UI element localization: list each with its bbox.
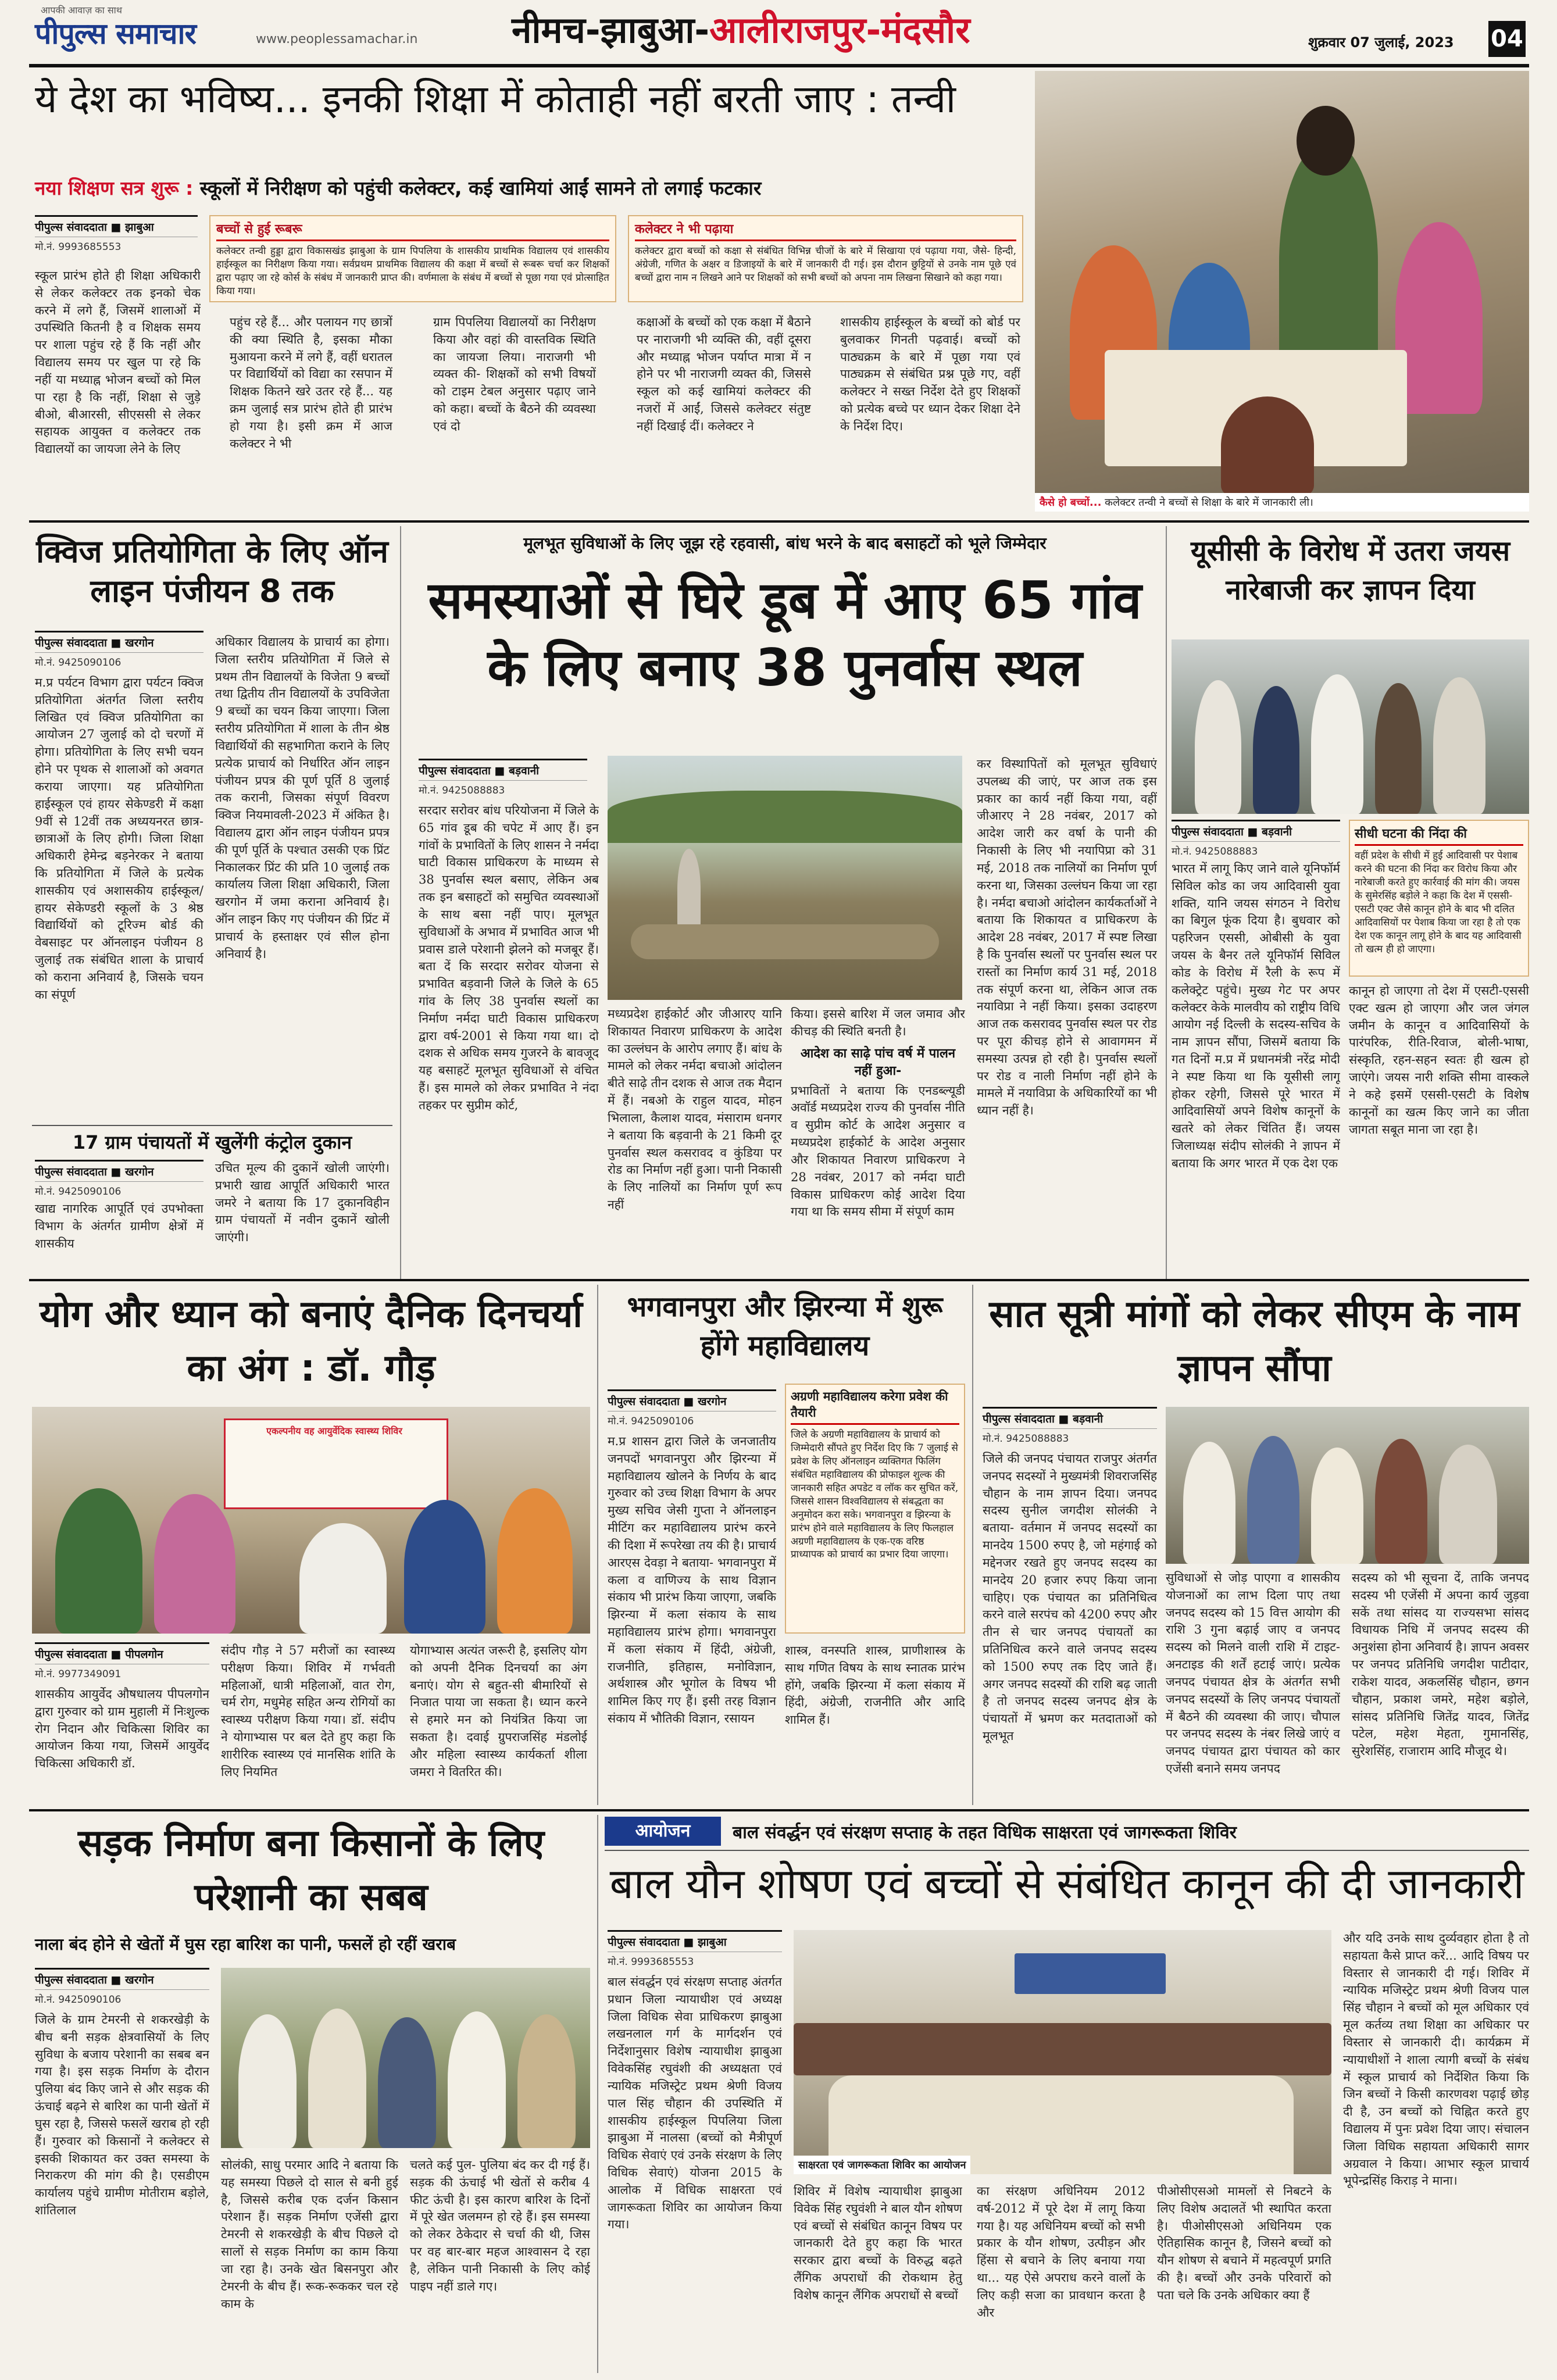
masthead: [0, 0, 1557, 61]
logo-tagline: आपकी आवाज़ का साथ: [41, 5, 123, 16]
story8-col1: जिले के ग्राम टेमरनी से शकरखेड़ी के बीच बनी सड़क क्षेत्रवासियों के लिए सुविधा के बजाय परेशानी का सबब बन गया है। इस सड़क निर्माण के दौरान पुलिया बंद किए जाने से और सड़क की ऊंचाई बढ़ने से बारिश का पानी खेतों में घुस रहा है, जिससे फसलें खराब हो रही हैं। गुरुवार को किसानों ने कलेक्टर से इसकी शिकायत कर उक्त समस्या के निराकरण की मांग की है। एसडीएम कार्यालय पहुंचे ग्रामीण मोतीराम बड़ोले, शांतिलाल: [35, 2013, 209, 2217]
story5-col1: शासकीय आयुर्वेद औषधालय पीपलगोन द्वारा गुरुवार को ग्राम मुहाली में निःशुल्क रोग निदान और चिकित्सा शिविर का आयोजन किया गया, जिसमें आयुर्वेद चिकित्सा अधिकारी डॉ.: [35, 1687, 209, 1771]
story9-col4: पीओसीएसओ मामलों से निबटने के लिए विशेष अदालतें भी स्थापित करता है। पीओसीएसओ अधिनियम एक ऐतिहासिक कानून है, जिसने बच्चों को यौन शोषण से बचाने में महत्वपूर्ण प्रगति की है। बच्चों और उनके परिवारों को पता चले कि उनके अधिकार क्या हैं: [1157, 2184, 1331, 2302]
story1-box2: [628, 215, 1023, 302]
story8-col3: चलते कई पुल- पुलिया बंद कर दी गई हैं। सड़क की ऊंचाई भी खेतों से करीब 4 फीट ऊंची है। इस कारण बारिश के दिनों में पूरे खेत जलमग्न हो रहे हैं। इस समस्या को लेकर ठेकेदार से चर्चा की थी, जिस पर वह बार-बार महज आश्वासन दे रहा है, लेकिन पानी निकासी के लिए कोई पाइप नहीं डाले गए।: [410, 2158, 590, 2293]
story1-caption-text: कलेक्टर तन्वी ने बच्चों से शिक्षा के बारे में जानकारी ली।: [1105, 496, 1313, 509]
story8-col2: सोलंकी, साधु परमार आदि ने बताया कि यह समस्या पिछले दो साल से बनी हुई है, जिससे करीब एक दर्जन किसान परेशान हैं। सड़क निर्माण एजेंसी द्वारा टेमरनी से शकरखेड़ी के बीच पिछले दो सालों से सड़क निर्माण का काम किया जा रहा है। उनके खेत बिसनपुरा और टेमरनी के बीच हैं। रूक-रूककर चल रहे काम के: [221, 2158, 398, 2311]
story7-col2: सुविधाओं से जोड़ पाएगा व शासकीय योजनाओं का लाभ दिला पाए तथा जनपद सदस्य को 15 वित्त आयोग की राशि 3 गुना बढ़ाई जाए व जनपद सदस्य को मिलने वाली राशि में टाइट-अनटाइड की शर्तें हटाई जाएं। प्रत्येक जनपद पंचायत क्षेत्र के अंतर्गत सभी जनपद सदस्यों के लिए जनपद पंचायतों में बैठने की व्यवस्था की जाए। चौपाल पर जनपद सदस्य के नंबर लिखे जाएं व जनपद पंचायत द्वारा पंचायत को कार एजेंसी बनाने समय जनपद: [1166, 1571, 1340, 1775]
divider-row3-b: [972, 1285, 973, 1805]
story1-box2-text: कलेक्टर द्वारा बच्चों को कक्षा से संबंधित विभिन्न चीजों के बारे में सिखाया एवं पढ़ाया गया, जैसे- हिन्दी, अंग्रेजी, गणित के अक्षर व डिजाइयों के बारे में जानकारी दी गई। इस दौरान छुट्टियों से उनके नाम पूछे एवं बच्चों द्वारा नाम न लिखने आने पर शिक्षकों को सभी बच्चों को अपना नाम लिखना सिखाने को कहा गया।: [635, 245, 1016, 284]
story8-photo: [221, 1968, 590, 2148]
story8-byline: पीपुल्स संवाददाता ■ खरगोन: [35, 1968, 209, 1990]
story6-col2: शास्त्र, वनस्पति शास्त्र, प्राणीशास्त्र के साथ गणित विषय के साथ स्नातक प्रारंभ होंगे, जबकि झिरन्या में कला संकाय में हिंदी, अंग्रेजी, राजनीति और आदि शामिल हैं।: [785, 1643, 965, 1727]
story7-byline-block: [983, 1407, 1157, 1445]
story3-byline: पीपुल्स संवाददाता ■ बड़वानी: [419, 759, 587, 781]
story3-kicker: मूलभूत सुविधाओं के लिए जूझ रहे रहवासी, बांध भरने के बाद बसाहटों को भूले जिम्मेदार: [523, 534, 1047, 553]
story1-col2: पहुंच रहे हैं... और पलायन गए छात्रों की क्या स्थिति है, इसका मौका मुआयना करने में लगे हैं, वहीं धरातल पर विद्यार्थियों को विद्या का रसपान में शिक्षक कितने खरे उतर रहे हैं... यह क्रम जुलाई सत्र प्रारंभ होते ही प्रारंभ हो गया है। इसी क्रम में आज कलेक्टर ने भी: [230, 315, 392, 451]
story9-col1: बाल संवर्द्धन एवं संरक्षण सप्ताह अंतर्गत प्रधान जिला न्यायाधीश एवं अध्यक्ष जिला विधिक सेवा प्राधिकरण झाबुआ लखनलाल गर्ग के मार्गदर्शन एवं निर्देशानुसार विशेष न्यायाधीश झाबुआ विवेकसिंह रघुवंशी की अध्यक्षता एवं न्यायिक मजिस्ट्रेट प्रथम श्रेणी विजय पाल सिंह चौहान की उपस्थिति में शासकीय हाईस्कूल पिपलिया जिला झाबुआ में नालसा (बच्चों को मैत्रीपूर्ण विधिक सेवाएं एवं उनके संरक्षण के लिए विधिक सेवाएं) योजना 2015 के आलोक में विधिक साक्षरता एवं जागरूकता शिविर का आयोजन किया गया।: [608, 1975, 782, 2232]
story7-byline: पीपुल्स संवाददाता ■ बड़वानी: [983, 1407, 1157, 1429]
story5-col2: संदीप गौड़ ने 57 मरीजों का स्वास्थ्य परीक्षण किया। शिविर में गर्भवती महिलाओं, धात्री महिलाओं, वात रोग, चर्म रोग, मधुमेह सहित अन्य रोगियों का स्वास्थ्य परीक्षण किया गया। डॉ. संदीप ने योगाभ्यास पर बल देते हुए कहा कि शारीरिक स्वास्थ्य एवं मानसिक शांति के लिए नियमित: [221, 1643, 395, 1779]
logo: पीपुल्स समाचार: [35, 17, 196, 51]
story9-kicker: बाल संवर्द्धन एवं संरक्षण सप्ताह के तहत विधिक साक्षरता एवं जागरूकता शिविर: [733, 1822, 1237, 1843]
edition-title: [512, 5, 970, 53]
story1-col4: कक्षाओं के बच्चों को एक कक्षा में बैठाने पर नाराजगी भी व्यक्ति की, वहीं दूसरा और मध्याह्न भोजन पर्याप्त मात्रा में न होने पर भी नाराजगी व्यक्त की, जिससे स्कूल को कई खामियां कलेक्टर की नजरों में आईं, जिससे कलेक्टर संतुष्ट नहीं दिखाई दीं। कलेक्टर ने: [637, 315, 811, 433]
story4-box: [1349, 820, 1529, 977]
story1-col5: शासकीय हाईस्कूल के बच्चों को बोर्ड पर बुलवाकर गिनती पढ़वाई। बच्चों को पाठ्यक्रम के बारे में पूछा गया एवं पाठ्यक्रम से संबंधित प्रश्न पूछे गए, वहीं कलेक्टर ने सख्त निर्देश देते हुए शिक्षकों को प्रत्येक बच्चे पर ध्यान देकर शिक्षा देने के निर्देश दिए।: [840, 315, 1020, 433]
story3-col3: किया। इससे बारिश में जल जमाव और कीचड़ की स्थिति बनती है।: [791, 1007, 965, 1038]
story4-mobile: मो.नं. 9425088883: [1172, 846, 1258, 857]
story5-headline: योग और ध्यान को बनाएं दैनिक दिनचर्या का अंग : डॉ. गौड़: [40, 1293, 583, 1390]
story6-byline-block: [608, 1389, 776, 1427]
masthead-rule: [29, 64, 1529, 67]
story2-mobile: मो.नं. 9425090106: [35, 657, 122, 669]
story4-col2: कानून हो जाएगा तो देश में एसटी-एससी एक्ट खत्म हो जाएगा और जल जंगल जमीन के कानून व आदिवासियों के पारंपरिक, रीति-रिवाज, बोली-भाषा, संस्कृति, रहन-सहन स्वतः ही खत्म हो जाएंगे। जयस नारी शक्ति सीमा वास्कले ने कहे इसमें एससी-एसटी के विशेष कानूनों का खत्म किए जाने का जीता जागता सबूत माना जा रहा है।: [1349, 984, 1529, 1137]
story7-headline: सात सूत्री मांगों को लेकर सीएम के नाम ज्ञापन सौंपा: [989, 1293, 1520, 1390]
rule-row1: [29, 520, 1529, 523]
story1-box2-title: कलेक्टर ने भी पढ़ाया: [635, 220, 1016, 241]
story9-byline: पीपुल्स संवाददाता ■ झाबुआ: [608, 1930, 782, 1952]
story3-photo: [608, 756, 962, 1000]
story5-mobile: मो.नं. 9977349091: [35, 1668, 122, 1680]
story1-box1: [209, 215, 616, 302]
story6-byline: पीपुल्स संवाददाता ■ खरगोन: [608, 1389, 776, 1411]
story9-byline-block: [608, 1930, 782, 1968]
page-number: 04: [1488, 21, 1526, 57]
story8-mobile: मो.नं. 9425090106: [35, 1994, 122, 2006]
story7-mobile: मो.नं. 9425088883: [983, 1433, 1069, 1445]
story2b-mobile: मो.नं. 9425090106: [35, 1186, 122, 1198]
story9-photo-caption: साक्षरता एवं जागरूकता शिविर का आयोजन: [794, 2156, 970, 2174]
story7-photo: [1166, 1407, 1529, 1564]
issue-date: शुक्रवार 07 जुलाई, 2023: [1308, 34, 1454, 51]
story3-col3-block: [791, 1006, 965, 1267]
story4-byline: पीपुल्स संवाददाता ■ बड़वानी: [1172, 820, 1340, 842]
divider-row3-a: [597, 1285, 598, 1805]
story8-subhead: नाला बंद होने से खेतों में घुस रहा बारिश का पानी, फसलें हो रहीं खराब: [35, 1935, 456, 1954]
rule-row2: [29, 1279, 1529, 1281]
story9-rule: [605, 1850, 1529, 1851]
story3-col3b: प्रभावितों ने बताया कि एनडब्ल्यूडी अवॉर्ड मध्यप्रदेश राज्य की पुनर्वास नीति व सुप्रीम कोर्ट के आदेश अनुसार व मध्यप्रदेश हाईकोर्ट के आदेश अनुसार और शिकायत निवारण प्राधिकरण ने 28 नवंबर, 2017 को नर्मदा घाटी विकास प्राधिकरण कोई आदेश दिया गया था कि समय सीमा में संपूर्ण काम: [791, 1083, 965, 1219]
story1-subhead: स्कूलों में निरीक्षण को पहुंची कलेक्टर, कई खामियां आईं सामने तो लगाई फटकार: [199, 177, 762, 199]
story5-byline-block: [35, 1642, 209, 1680]
story1-box1-title: बच्चों से हुई रूबरू: [216, 220, 609, 241]
story1-col3: ग्राम पिपलिया विद्यालयों का निरीक्षण किया और वहां की वास्तविक स्थिति का जायजा लिया। नाराजगी भी व्यक्त की- शिक्षकों को सभी विषयों को टाइम टेबल अनुसार पढ़ाए जाने को कहा। बच्चों के बैठने की व्यवस्था एवं दो: [433, 315, 596, 433]
story3-subhead: आदेश का साढ़े पांच वर्ष में पालन नहीं हुआ-: [800, 1046, 956, 1078]
story2b-col1: खाद्य नागरिक आपूर्ति एवं उपभोक्ता विभाग के अंतर्गत ग्रामीण क्षेत्रों में शासकीय: [35, 1202, 203, 1250]
story7-col1: जिले की जनपद पंचायत राजपुर अंतर्गत जनपद सदस्यों ने मुख्यमंत्री शिवराजसिंह चौहान के नाम ज्ञापन दिया। जनपद सदस्य सुनील जगदीश सोलंकी ने बताया- वर्तमान में जनपद सदस्यों का मानदेय 1500 रुपए है, जो महंगाई को मद्देनजर रखते हुए जनपद सदस्य का मानदेय 20 हजार रुपए किया जाना चाहिए। एक पंचायत का प्रतिनिधित्व करने वाले सरपंच को 4200 रुपए और तीन से चार जनपद पंचायतों का प्रतिनिधित्व करने वाले जनपद सदस्य को 1500 रुपए तक दिए जाते हैं। अगर जनपद सदस्यों की राशि बढ़ जाती है तो जनपद सदस्य जनपद क्षेत्र के पंचायतों में भ्रमण कर मतदाताओं को मूलभूत: [983, 1452, 1157, 1743]
story1-subhead-row: [35, 174, 1023, 201]
story3-col2: मध्यप्रदेश हाईकोर्ट और जीआरए यानि शिकायत निवारण प्राधिकरण के आदेश का उल्लंघन के आरोप लगाए हैं। बांध के मामले को लेकर नर्मदा बचाओ आंदोलन बीते साढ़े तीन दशक से आज तक मैदान में हैं। नबओ के राहुल यादव, मोहन भिलाला, कैलाश यादव, मंसाराम धनगर ने बताया कि बड़वानी के 21 किमी दूर पुनर्वास स्थल कसरावद व कुंडिया पर रोड का निर्माण नहीं हुआ। पानी निकासी के लिए नालियों का निर्माण पूर्ण रूप नहीं: [608, 1007, 782, 1212]
story1-caption-red: कैसे हो बच्चों...: [1040, 496, 1102, 509]
story2-col2: अधिकार विद्यालय के प्राचार्य का होगा। जिला स्तरीय प्रतियोगिता में जिले से प्रथम तीन विद्यालयों के विजेता 9 बच्चों तथा द्वितीय तीन विद्यालयों के उपविजेता 9 बच्चों का चयन किया जाएगा। जिला स्तरीय प्रतियोगिता में शाला के तीन श्रेष्ठ विद्यार्थियों की सहभागिता कराने के लिए प्रत्येक प्राचार्य को निर्धारित ऑन लाइन पंजीयन प्रपत्र की पूर्ण पूर्ति 8 जुलाई तक करानी, जिसका संपूर्ण विवरण क्विज नियमावली-2023 में अंकित है। विद्यालय द्वारा ऑन लाइन पंजीयन प्रपत्र की पूर्ण पूर्ति के पश्चात उसकी एक प्रिंट निकालकर प्रिंट की प्रति 10 जुलाई तक कार्यालय जिला शिक्षा अधिकारी, जिला खरगोन में जमा कराना अनिवार्य है। ऑन लाइन किए गए पंजीयन की प्रिंट में प्राचार्य के हस्ताक्षर एवं सील होना अनिवार्य है।: [215, 635, 390, 961]
story4-byline-block: [1172, 820, 1340, 857]
rule-story2b: [32, 1125, 392, 1126]
story1-byline-block: [35, 215, 198, 253]
story2b-byline-block: [35, 1160, 203, 1198]
story7-col3: सदस्य को भी सूचना दें, ताकि जनपद सदस्य भी एजेंसी में अपना कार्य जुड़वा सकें तथा सांसद या राज्यसभा सांसद विधायक निधि में जनपद सदस्य की अनुशंसा होना अनिवार्य है। ज्ञापन अवसर पर जनपद प्रतिनिधि जगदीश पाटीदार, राकेश यादव, अकलसिंह चौहान, छगन चौहान, प्रकाश जमरे, महेश बड़ोले, सांसद प्रतिनिधि जितेंद्र यादव, जितेंद्र पटेल, महेश मेहता, गुमानसिंह, सुरेशसिंह, राजाराम आदि मौजूद थे।: [1352, 1571, 1529, 1759]
story2b-byline: पीपुल्स संवाददाता ■ खरगोन: [35, 1160, 203, 1182]
story9-col5: और यदि उनके साथ दुर्व्यवहार होता है तो सहायता कैसे प्राप्त करें... आदि विषय पर विस्तार से जानकारी दी गई। शिविर में न्यायिक मजिस्ट्रेट प्रथम श्रेणी विजय पाल सिंह चौहान ने बच्चों को मूल अधिकार एवं मूल कर्तव्य तथा शिक्षा का अधिकार पर विस्तार से जानकारी दी। कार्यक्रम में न्यायाधीशों ने शाला त्यागी बच्चों के संबंध में स्कूल प्राचार्य को निर्देशित किया कि जिन बच्चों ने किसी कारणवश पढ़ाई छोड़ दी है, उन बच्चों को चिह्नित करते हुए विद्यालय में पुनः प्रवेश दिया जाए। संचालन जिला विधिक सहायता अधिकारी सागर अग्रवाल ने किया। आभार स्कूल प्राचार्य भूपेन्द्रसिंह किराड़ ने माना।: [1343, 1931, 1529, 2188]
story8-headline: सड़क निर्माण बना किसानों के लिए परेशानी का सबब: [77, 1822, 545, 1919]
story2-headline: क्विज प्रतियोगिता के लिए ऑन लाइन पंजीयन 8 तक: [36, 533, 388, 609]
story6-box-text: जिले के अग्रणी महाविद्यालय के प्राचार्य को जिम्मेदारी सौंपते हुए निर्देश दिए कि 7 जुलाई से प्रवेश के लिए ऑनलाइन व्यक्तिगत फिलिंग संबंधित महाविद्यालय की प्रोफाइल शुल्क की जानकारी सहित अपडेट व लॉक कर सुचित करें, जिससे शासन विश्वविद्यालय से संबद्धता का अनुमोदन करा सके। भगवानपुरा व झिरन्या के प्रारंभ होने वाले महाविद्यालय के लिए फिलहाल अग्रणी महाविद्यालय के एक-एक वरिष्ठ प्राध्यापक को प्राचार्य का प्रभार दिया जाएगा।: [791, 1429, 959, 1561]
story4-photo: [1172, 639, 1529, 814]
story9-mobile: मो.नं. 9993685553: [608, 1956, 694, 1968]
story1-kicker: नया शिक्षण सत्र शुरू :: [35, 177, 194, 199]
story8-byline-block: [35, 1968, 209, 2006]
divider-row2-b: [1166, 526, 1167, 1279]
story9-col2: शिविर में विशेष न्यायाधीश झाबुआ विवेक सिंह रघुवंशी ने बाल यौन शोषण एवं बच्चों से संबंधित कानून विषय पर जानकारी देते हुए कहा कि भारत सरकार द्वारा बच्चों के विरुद्ध बढ़ते लैंगिक अपराधों की रोकथाम हेतु विशेष कानून लैंगिक अपराधों से बच्चों: [794, 2184, 962, 2302]
story9-headline: बाल यौन शोषण एवं बच्चों से संबंधित कानून की दी जानकारी: [609, 1859, 1524, 1908]
story6-box: [785, 1384, 965, 1634]
divider-row4: [597, 1815, 598, 2373]
story3-headline: समस्याओं से घिरे डूब में आए 65 गांव के लिए बनाए 38 पुनर्वास स्थल: [428, 570, 1142, 698]
story1-headline: ये देश का भविष्य... इनकी शिक्षा में कोताही नहीं बरती जाए : तन्वी: [35, 77, 956, 121]
story5-col3: योगाभ्यास अत्यंत जरूरी है, इसलिए योग को अपनी दैनिक दिनचर्या का अंग बनाएं। योग से बहुत-सी बीमारियों से निजात पाया जा सकता है। ध्यान करने से हमारे मन को नियंत्रित किया जा सकता है। दवाई ग्रुपराजसिंह मंडलोई और महिला स्वास्थ्य कार्यकर्ता शीला जमरा ने वितरित की।: [410, 1643, 587, 1779]
story6-col1: म.प्र शासन द्वारा जिले के जनजातीय जनपदों भगवानपुरा और झिरन्या में महाविद्यालय खोलने के निर्णय के बाद गुरुवार को उच्च शिक्षा विभाग के अपर मुख्य सचिव जेसी गुप्ता ने ऑनलाइन मीटिंग कर महाविद्यालय प्रारंभ करने की दिशा में रूपरेखा तय की है। प्राचार्य आरएस देवड़ा ने बताया- भगवानपुरा में कला व वाणिज्य के साथ विज्ञान संकाय भी प्रारंभ किया जाएगा, जबकि झिरन्या में कला संकाय के साथ महाविद्यालय प्रारंभ होगा। भगवानपुरा में कला संकाय में हिंदी, अंग्रेजी, राजनीति, इतिहास, मनोविज्ञान, अर्थशास्त्र और भूगोल के विषय भी शामिल किए गए हैं। इसी तरह विज्ञान संकाय में भौतिकी विज्ञान, रसायन: [608, 1434, 776, 1725]
story5-photo: [32, 1407, 590, 1634]
story1-byline: पीपुल्स संवाददाता ■ झाबुआ: [35, 215, 198, 237]
story9-photo: [794, 1930, 1331, 2174]
story1-box1-text: कलेक्टर तन्वी हुड्डा द्वारा विकासखंड झाबुआ के ग्राम पिपलिया के शासकीय प्राथमिक विद्यालय एवं शासकीय हाईस्कूल का निरीक्षण किया गया। सर्वप्रथम प्राथमिक विद्यालय की कक्षा में बच्चों से रूबरू चर्चा कर शिक्षकों द्वारा पढ़ाए जा रहे कोर्स के संबंध में जानकारी प्राप्त की। वर्णमाला के संबंध में बच्चों से पूछा गया एवं प्रोत्साहित किया गया।: [216, 245, 609, 297]
story3-byline-block: [419, 759, 587, 796]
story2b-col2: उचित मूल्य की दुकानें खोली जाएंगी। प्रभारी खाद्य आपूर्ति अधिकारी भारत जमरे ने बताया कि 17 दुकानविहीन ग्राम पंचायतों में नवीन दुकानें खोली जाएंगी।: [215, 1161, 390, 1245]
story1-mobile: मो.नं. 9993685553: [35, 241, 122, 253]
story4-headline: यूसीसी के विरोध में उतरा जयस नारेबाजी कर ज्ञापन दिया: [1190, 535, 1510, 607]
divider-row2-a: [400, 526, 401, 1279]
website-url[interactable]: www.peoplessamachar.in: [256, 32, 418, 47]
story5-byline: पीपुल्स संवाददाता ■ पीपलगोन: [35, 1642, 209, 1664]
story6-mobile: मो.नं. 9425090106: [608, 1416, 694, 1427]
story2-byline-block: [35, 631, 203, 669]
story4-box-title: सीधी घटना की निंदा की: [1355, 824, 1523, 846]
story3-col1: सरदार सरोवर बांध परियोजना में जिले के 65 गांव डूब की चपेट में आए हैं। इन गांवों के प्रभावितों के लिए शासन ने नर्मदा घाटी विकास प्राधिकरण के माध्यम से 38 पुनर्वास स्थल बसाए, लेकिन अब तक इन बसाहटों को समुचित व्यवस्थाओं के साथ बसा नहीं पाए। मूलभूत सुविधाओं के अभाव में प्रभावित आज भी प्रवास डाले परेशानी झेलने को मजबूर हैं। बता दें कि सरदार सरोवर योजना से प्रभावित बड़वानी जिले के जिले के 65 गांव के लिए 38 पुनर्वास स्थलों का निर्माण नर्मदा घाटी विकास प्राधिकरण द्वारा वर्ष-2001 से किया गया था। दो दशक से अधिक समय गुजरने के बावजूद यह बसाहटें मूलभूत सुविधाओं से वंचित हैं। इस मामले को लेकर प्रभावित ने नंदा तहकर पर सुप्रीम कोर्ट,: [419, 803, 599, 1112]
story4-box-text: वहीं प्रदेश के सीधी में हुई आदिवासी पर पेशाब करने की घटना की निंदा कर विरोध किया और नारेबाजी करते हुए कार्रवाई की मांग की। जयस के सुमेरसिंह बड़ोले ने कहा कि देश में एससी-एसटी एक्ट जैसे कानून होने के बाद भी दलित आदिवासियों पर पेशाब किया जा रहा है तो एक देश एक कानून लागू होने के बाद यह आदिवासी तो खत्म ही हो जाएगा।: [1355, 850, 1522, 955]
story2-byline: पीपुल्स संवाददाता ■ खरगोन: [35, 631, 203, 653]
story5-banner-text: एकल्पनीय वह आयुर्वेदिक स्वास्थ्य शिविर: [266, 1425, 402, 1436]
edition-title-black: नीमच-झाबुआ-: [512, 9, 710, 51]
story6-headline: भगवानपुरा और झिरन्या में शुरू होंगे महाविद्यालय: [627, 1291, 943, 1363]
story1-photo: [1035, 71, 1529, 512]
story3-col4: कर विस्थापितों को मूलभूत सुविधाएं उपलब्ध की जाएं, पर आज तक इस प्रकार का कार्य नहीं किया गया, वहीं जीआरए ने 28 नवंबर, 2017 को आदेश जारी कर वर्षा के पानी की निकासी के लिए भी नयापिप्रा को 31 मई, 2018 तक नालियों का निर्माण पूर्ण करना था, जिसका उल्लंघन किया जा रहा है। नर्मदा बचाओ आंदोलन कार्यकर्ताओं ने बताया कि शिकायत व प्राधिकरण के आदेश 28 नवंबर, 2017 में स्पष्ट लिखा है कि पुनर्वास स्थलों पर पुनर्वास स्थल पर रास्तों का निर्माण कार्य 31 मई, 2018 तक संपूर्ण करना था, लेकिन आज तक नयाविप्रा ने नहीं किया। इसका उदाहरण आज तक कसरावद पुनर्वास स्थल पर रोड पर पूरा कीचड़ होने से आवागमन में समस्या उत्पन्न हो रही है। पुनर्वास स्थलों पर रोड व नाली निर्माण नहीं होने के मामले में नयाविप्रा के अधिकारियों का भी ध्यान नहीं है।: [977, 757, 1157, 1118]
story2-col1: म.प्र पर्यटन विभाग द्वारा पर्यटन क्विज प्रतियोगिता अंतर्गत जिला स्तरीय लिखित एवं क्विज प्रतियोगिता का आयोजन 27 जुलाई को दो चरणों में होगा। प्रतियोगिता के लिए सभी चयन होने पर पृथक से शालाओं को अवगत कराया जाएगा। यह प्रतियोगिता हाईस्कूल एवं हायर सेकेण्डरी में कक्षा 9वीं से 12वीं तक अध्ययनरत छात्र-छात्राओं के लिए होगी। जिला शिक्षा अधिकारी हेमेन्द्र बड़नेरकर ने बताया कि प्रतियोगिता में जिले के प्रत्येक शासकीय एवं अशासकीय हाईस्कूल/हायर सेकेण्डरी स्कूलों के 3 श्रेष्ठ विद्यार्थियों को टूरिज्म बोर्ड की वेबसाइट पर ऑनलाइन पंजीयन 8 जुलाई तक संबंधित शाला के प्राचार्य को कराना अनिवार्य है, जिसके चयन का संपूर्ण: [35, 676, 203, 1002]
story9-tag: आयोजन: [605, 1817, 721, 1846]
rule-row3: [29, 1809, 1529, 1811]
story6-box-title: अग्रणी महाविद्यालय करेगा प्रवेश की तैयारी: [791, 1388, 959, 1425]
story9-col3: का संरक्षण अधिनियम 2012 वर्ष-2012 में पूरे देश में लागू किया गया है। यह अधिनियम बच्चों को सभी प्रकार के यौन शोषण, उत्पीड़न और हिंसा से बचाने के लिए बनाया गया था... यह ऐसे अपराध करने वालों के लिए कड़ी सजा का प्रावधान करता है और: [977, 2184, 1145, 2320]
story1-col1: स्कूल प्रारंभ होते ही शिक्षा अधिकारी से लेकर कलेक्टर तक इनको चेक करने में लगे हैं, जिसमें शालाओं में उपस्थिति कितनी है व शिक्षक समय पर शाला पहुंच रहे हैं कि नहीं और विद्यालय समय पर खुल पा रहे कि नहीं या मध्याह्न भोजन बच्चों को मिल पा रहा है कि नहीं, शिक्षा से जुड़े बीओ, बीआरसी, सीएससी से लेकर सहायक आयुक्त व कलेक्टर तक विद्यालयों का जायजा लेने के लिए: [35, 269, 201, 456]
story2b-headline: 17 ग्राम पंचायतों में खुलेंगी कंट्रोल दुकान: [72, 1131, 352, 1153]
story3-mobile: मो.नं. 9425088883: [419, 785, 505, 796]
story4-col1: भारत में लागू किए जाने वाले यूनिफॉर्म सिविल कोड का जय आदिवासी युवा शक्ति, यानि जयस संगठन ने विरोध का बिगुल फूंक दिया है। बुधवार को पहरिजन एससी, ओबीसी के युवा जयस के बैनर तले यूनिफॉर्म सिविल कोड के विरोध में रैली के रूप में कलेक्ट्रेट पहुंचे। मुख्य गेट पर अपर कलेक्टर केके मालवीय को राष्ट्रीय विधि आयोग नई दिल्ली के सदस्य-सचिव के नाम ज्ञापन सौंपा, जिसमें बताया कि गत दिनों म.प्र में प्रधानमंत्री नरेंद्र मोदी ने स्पष्ट किया था कि यूसीसी लागू होकर रहेगी, जिससे पूरे भारत में आदिवासियों अपने विशेष कानूनों के खतरे को लेकर चिंतित हैं। जयस जिलाध्यक्ष संदीप सोलंकी ने ज्ञापन में बताया कि अगर भारत में एक देश एक: [1172, 862, 1340, 1170]
edition-title-red: आलीराजपुर-मंदसौर: [709, 9, 970, 51]
story1-photo-caption: [1035, 493, 1529, 512]
